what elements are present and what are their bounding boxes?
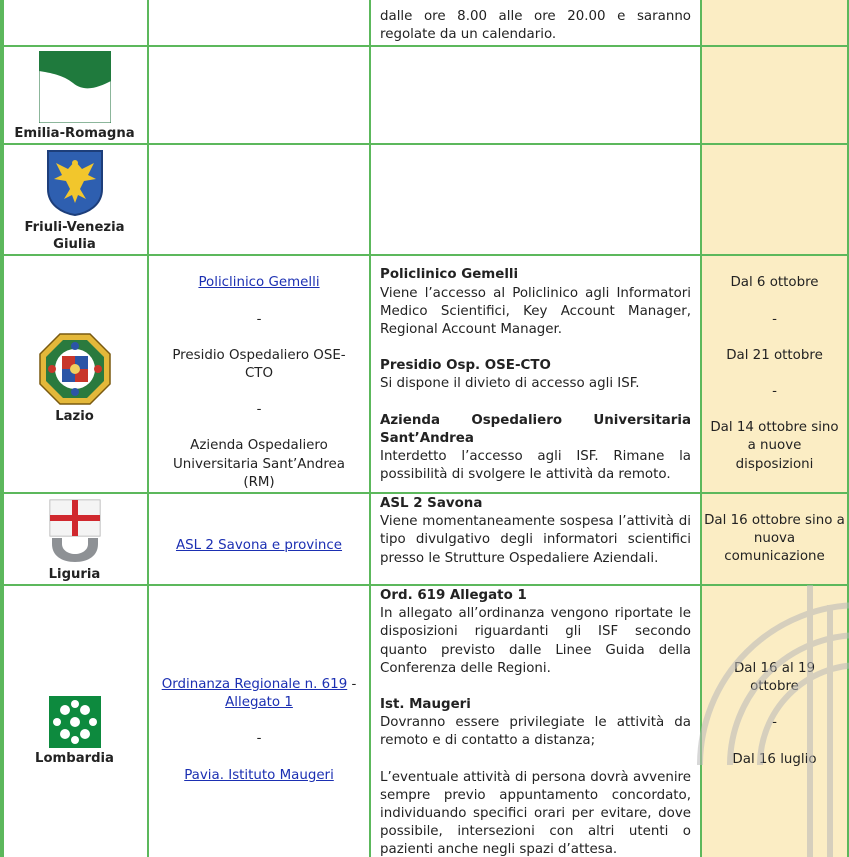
info-cell	[370, 144, 701, 255]
info-cell	[370, 255, 701, 493]
links-cell	[148, 493, 370, 585]
table-row	[1, 144, 848, 255]
table-row	[1, 0, 848, 46]
region-cell-emilia-romagna	[1, 46, 148, 144]
date-text: Dal 14 ottobre sino a nuove disposizioni	[710, 420, 839, 472]
pavia-maugeri-link[interactable]: Pavia. Istituto Maugeri	[184, 767, 334, 783]
info-cell	[370, 493, 701, 585]
separator: -	[256, 731, 262, 747]
info-text: dalle ore 8.00 alle ore 20.00 e saranno regolate da un calendario.	[380, 9, 691, 43]
links-cell	[148, 585, 370, 857]
info-title: Presidio Osp. OSE-CTO	[380, 358, 551, 374]
info-text: In allegato all’ordinanza vengono riportate le disposizioni riguardanti gli ISF secondo quanto previsto dalle Linee Guida della Conferenza delle Regioni.	[380, 606, 691, 676]
links-text: Presidio Ospedaliero OSE-CTO	[172, 347, 346, 382]
region-name: Friuli-Venezia Giulia	[24, 220, 125, 253]
dates-cell	[701, 46, 848, 144]
allegato-1-link[interactable]: Allegato 1	[225, 695, 293, 711]
info-text: Viene momentaneamente sospesa l’attività di tipo divulgativo degli informatori scientifici presso le Strutture Ospedaliere Aziendali.	[380, 514, 691, 566]
links-text: Azienda Ospedaliero Universitaria Sant’Andrea (RM)	[172, 438, 346, 490]
region-cell-liguria	[1, 493, 148, 585]
liguria-coat-of-arms-icon	[48, 498, 102, 564]
info-text: Si dispone il divieto di accesso agli ISF.	[380, 376, 640, 392]
separator: -	[256, 311, 262, 327]
link-separator: -	[347, 677, 357, 693]
region-cell-lombardia	[1, 585, 148, 857]
date-text: Dal 21 ottobre	[726, 347, 823, 363]
ordinanza-line	[149, 676, 369, 712]
links-cell	[148, 46, 370, 144]
region-name: Liguria	[48, 567, 101, 583]
date-text: Dal 6 ottobre	[730, 275, 819, 291]
dates-cell	[701, 0, 848, 46]
info-title: ASL 2 Savona	[380, 496, 483, 512]
table-row	[1, 493, 848, 585]
separator: -	[772, 311, 777, 327]
links-cell	[148, 144, 370, 255]
links-cell	[148, 255, 370, 493]
dates-cell	[701, 144, 848, 255]
separator: -	[256, 402, 262, 418]
table-row	[1, 585, 848, 857]
dates-cell	[701, 493, 848, 585]
info-title: Ord. 619 Allegato 1	[380, 588, 527, 604]
region-cell	[1, 0, 148, 46]
table-row	[1, 46, 848, 144]
dates-cell	[701, 585, 848, 857]
info-text: Dovranno essere privilegiate le attività da remoto e di contatto a distanza;	[380, 715, 691, 749]
emilia-romagna-flag-icon	[39, 51, 111, 123]
region-cell-friuli	[1, 144, 148, 255]
lombardia-rosa-camuna-icon	[49, 696, 101, 748]
ordinanza-619-link[interactable]: Ordinanza Regionale n. 619	[161, 677, 348, 693]
info-title: Ist. Maugeri	[380, 697, 471, 713]
region-name: Emilia-Romagna	[14, 126, 135, 142]
asl2-savona-link[interactable]: ASL 2 Savona e province	[175, 537, 343, 553]
date-text: Dal 16 ottobre sino a nuova comunicazione	[704, 513, 845, 565]
separator: -	[772, 715, 777, 731]
region-name: Lazio	[55, 409, 94, 425]
links-cell	[148, 0, 370, 46]
table-row	[1, 255, 848, 493]
region-cell-lazio	[1, 255, 148, 493]
info-text: L’eventuale attività di persona dovrà avvenire sempre previo appuntamento concordato, individuando specifici orari per evitare, dove possibile, intersezioni con altri utenti o pazienti anche negli spazi d’attesa.	[380, 769, 691, 857]
dates-cell	[701, 255, 848, 493]
date-text: Dal 16 luglio	[732, 751, 817, 767]
date-text: Dal 16 al 19 ottobre	[733, 661, 815, 695]
policlinico-gemelli-link[interactable]: Policlinico Gemelli	[198, 275, 320, 291]
lazio-coat-of-arms-icon	[38, 332, 112, 406]
info-title: Policlinico Gemelli	[380, 267, 519, 283]
separator: -	[772, 384, 777, 400]
info-text: Viene l’accesso al Policlinico agli Informatori Medico Scientifici, Key Account Manager, Regional Account Manager.	[380, 285, 691, 338]
info-cell	[370, 46, 701, 144]
friuli-eagle-coat-of-arms-icon	[46, 149, 104, 217]
region-name: Lombardia	[35, 751, 114, 767]
info-title: Azienda Ospedaliero Universitaria Sant’Andrea	[380, 412, 691, 446]
info-cell	[370, 0, 701, 46]
info-cell	[370, 585, 701, 857]
info-text: Interdetto l’accesso agli ISF. Rimane la possibilità di svolgere le attività da remoto.	[380, 449, 691, 483]
